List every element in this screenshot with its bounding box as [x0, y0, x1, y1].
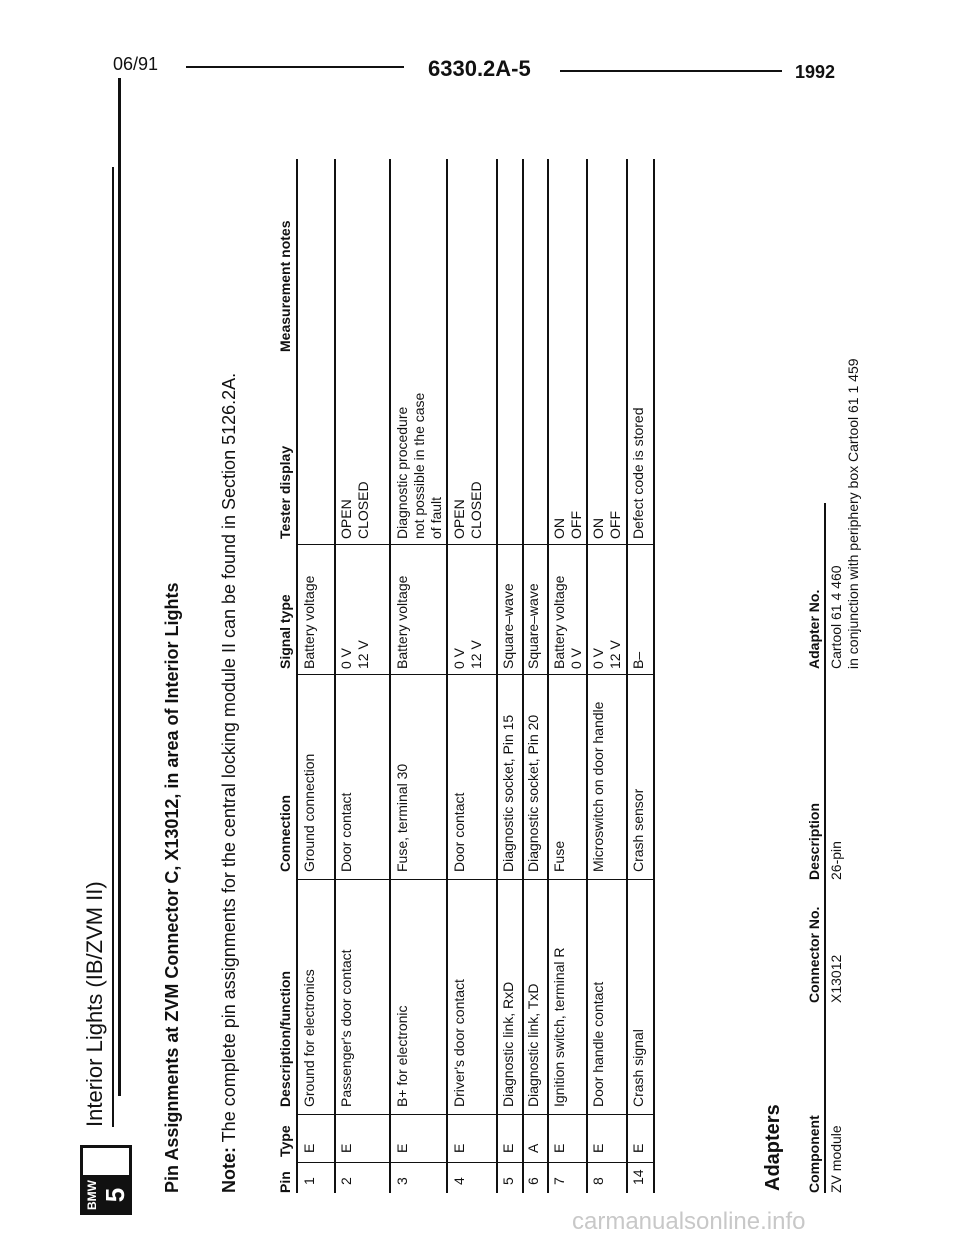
cell-type: E: [451, 1143, 467, 1153]
cell-connection: Diagnostic socket, Pin 20: [525, 714, 541, 872]
column-separator: [627, 1162, 653, 1163]
row-rule: [446, 159, 448, 1193]
logo-divider: [83, 1175, 129, 1178]
adapters-col-description: Description: [806, 802, 822, 880]
column-separator: [497, 674, 522, 675]
column-separator: [391, 544, 446, 545]
cell-type: E: [301, 1143, 317, 1153]
header-date: 06/91: [113, 54, 159, 74]
column-separator: [522, 1162, 547, 1163]
cell-description: Diagnostic link, RxD: [500, 981, 516, 1107]
cell-tester-display: Defect code is stored: [630, 407, 646, 539]
column-separator: [298, 674, 334, 675]
cell-pin: 8: [590, 1177, 606, 1185]
note-text: The complete pin assignments for the central locking module II can be found in Section 5126.2A.: [219, 372, 239, 1143]
cell-description: B+ for electronic: [394, 1005, 410, 1107]
cell-connection: Diagnostic socket, Pin 15: [500, 714, 516, 872]
logo-series: 5: [101, 1178, 129, 1212]
cell-signal-type: 0 V: [590, 647, 606, 669]
col-header-measurement-notes: Measurement notes: [277, 220, 293, 352]
cell-type: E: [338, 1143, 354, 1153]
row-rule: [334, 159, 336, 1193]
cell-type: E: [394, 1143, 410, 1153]
cell-tester-display: OPEN: [338, 499, 354, 539]
column-separator: [522, 1114, 547, 1115]
cell-connection: Door contact: [451, 792, 467, 872]
column-separator: [391, 674, 446, 675]
adapters-col-adapter-no: Adapter No.: [806, 589, 822, 669]
cell-pin: 7: [551, 1177, 567, 1185]
column-separator: [627, 544, 653, 545]
cell-signal-type: 0 V: [338, 647, 354, 669]
cell-description: Door handle contact: [590, 981, 606, 1107]
cell-connection: Microswitch on door handle: [590, 701, 606, 872]
column-separator: [448, 674, 496, 675]
column-separator: [548, 879, 586, 880]
column-separator: [335, 879, 389, 880]
cell-connection: Fuse: [551, 840, 567, 872]
cell-type: E: [630, 1143, 646, 1153]
column-separator: [522, 674, 547, 675]
header-rule-right: [560, 70, 782, 72]
column-separator: [587, 1114, 626, 1115]
column-separator: [391, 1114, 446, 1115]
cell-signal-type: Square–wave: [500, 583, 516, 669]
column-separator: [587, 1162, 626, 1163]
column-separator: [298, 544, 334, 545]
column-separator: [497, 1114, 522, 1115]
adapter-component: ZV module: [828, 1125, 844, 1193]
column-separator: [298, 879, 334, 880]
cell-tester-display: CLOSED: [468, 481, 484, 539]
adapter-connector: X13012: [828, 954, 844, 1003]
cell-tester-display: OFF: [607, 511, 623, 539]
cell-description: Crash signal: [630, 1029, 646, 1107]
cell-connection: Door contact: [338, 792, 354, 872]
cell-tester-display: CLOSED: [355, 481, 371, 539]
cell-pin: 4: [451, 1177, 467, 1185]
cell-type: A: [525, 1143, 541, 1153]
column-separator: [548, 674, 586, 675]
column-separator: [391, 1162, 446, 1163]
bmw-series-logo: [80, 1145, 132, 1215]
col-header-description: Description/function: [277, 970, 293, 1107]
row-rule: [522, 159, 524, 1193]
cell-connection: Crash sensor: [630, 788, 646, 872]
column-separator: [335, 1162, 389, 1163]
column-separator: [587, 544, 626, 545]
col-header-pin: Pin: [277, 1171, 293, 1193]
watermark: carmanualsonline.info: [572, 1208, 806, 1235]
column-separator: [497, 544, 522, 545]
header-code: 6330.2A-5: [428, 56, 531, 81]
note-label: Note:: [219, 1147, 239, 1193]
row-rule: [586, 159, 588, 1193]
adapters-col-connector: Connector No.: [806, 906, 822, 1003]
cell-type: E: [500, 1143, 516, 1153]
row-rule: [389, 159, 391, 1193]
column-separator: [298, 1114, 334, 1115]
cell-description: Passenger's door contact: [338, 949, 354, 1107]
cell-tester-display: OPEN: [451, 499, 467, 539]
section-title: Interior Lights (IB/ZVM II): [82, 881, 107, 1127]
cell-signal-type: 12 V: [355, 640, 371, 669]
column-separator: [335, 544, 389, 545]
column-separator: [391, 879, 446, 880]
cell-type: E: [551, 1143, 567, 1153]
cell-pin: 3: [394, 1177, 410, 1185]
cell-signal-type: 12 V: [468, 640, 484, 669]
cell-description: Driver's door contact: [451, 979, 467, 1107]
col-header-connection: Connection: [277, 795, 293, 872]
column-separator: [548, 544, 586, 545]
cell-description: Ground for electronics: [301, 969, 317, 1107]
adapter-number-note: in conjunction with periphery box Cartool 61 1 459: [845, 358, 861, 669]
row-rule: [626, 159, 628, 1193]
cell-pin: 1: [301, 1177, 317, 1185]
note: [219, 373, 240, 1193]
column-separator: [548, 1162, 586, 1163]
adapters-heading: Adapters: [762, 1104, 784, 1191]
cell-signal-type: B–: [630, 651, 646, 669]
column-separator: [587, 674, 626, 675]
cell-tester-display: not possible in the case: [411, 392, 427, 539]
row-rule: [496, 159, 498, 1193]
cell-pin: 5: [500, 1177, 516, 1185]
cell-tester-display: ON: [551, 518, 567, 539]
column-separator: [522, 544, 547, 545]
cell-type: E: [590, 1143, 606, 1153]
row-rule: [653, 159, 655, 1193]
section-title-rule: [112, 167, 114, 1127]
logo-brand: BMW: [85, 1180, 99, 1210]
cell-pin: 14: [630, 1169, 646, 1185]
adapter-number: Cartool 61 4 460: [828, 565, 844, 669]
cell-tester-display: OFF: [568, 511, 584, 539]
cell-tester-display: of fault: [428, 496, 444, 539]
row-rule: [547, 159, 549, 1193]
cell-pin: 6: [525, 1177, 541, 1185]
column-separator: [298, 1162, 334, 1163]
col-header-type: Type: [277, 1125, 293, 1157]
column-separator: [627, 879, 653, 880]
column-separator: [627, 1114, 653, 1115]
cell-signal-type: Battery voltage: [301, 575, 317, 669]
header-rule-left: [186, 66, 404, 68]
cell-tester-display: Diagnostic procedure: [394, 406, 410, 539]
cell-connection: Ground connection: [301, 753, 317, 872]
col-header-signal-type: Signal type: [277, 594, 293, 669]
column-separator: [448, 1162, 496, 1163]
cell-signal-type: Square–wave: [525, 583, 541, 669]
cell-description: Diagnostic link, TxD: [525, 983, 541, 1107]
column-separator: [497, 879, 522, 880]
cell-connection: Fuse, terminal 30: [394, 763, 410, 872]
col-header-tester-display: Tester display: [277, 445, 293, 539]
cell-signal-type: 12 V: [607, 640, 623, 669]
column-separator: [335, 674, 389, 675]
cell-pin: 2: [338, 1177, 354, 1185]
column-separator: [587, 879, 626, 880]
cell-signal-type: 0 V: [568, 647, 584, 669]
cell-signal-type: Battery voltage: [551, 575, 567, 669]
column-separator: [522, 879, 547, 880]
column-separator: [448, 879, 496, 880]
header-year: 1992: [795, 62, 836, 82]
column-separator: [548, 1114, 586, 1115]
column-separator: [448, 1114, 496, 1115]
cell-tester-display: ON: [590, 518, 606, 539]
pin-assignments-heading: Pin Assignments at ZVM Connector C, X13012, in area of Interior Lights: [162, 582, 182, 1193]
adapters-header-rule: [824, 503, 826, 1193]
column-separator: [448, 544, 496, 545]
table-header-rule: [296, 159, 298, 1193]
cell-signal-type: 0 V: [451, 647, 467, 669]
rotated-page: [80, 105, 861, 1215]
cell-signal-type: Battery voltage: [394, 575, 410, 669]
adapters-col-component: Component: [806, 1115, 822, 1193]
column-separator: [497, 1162, 522, 1163]
column-separator: [335, 1114, 389, 1115]
cell-description: Ignition switch, terminal R: [551, 947, 567, 1107]
column-separator: [627, 674, 653, 675]
adapter-description: 26-pin: [828, 841, 844, 880]
